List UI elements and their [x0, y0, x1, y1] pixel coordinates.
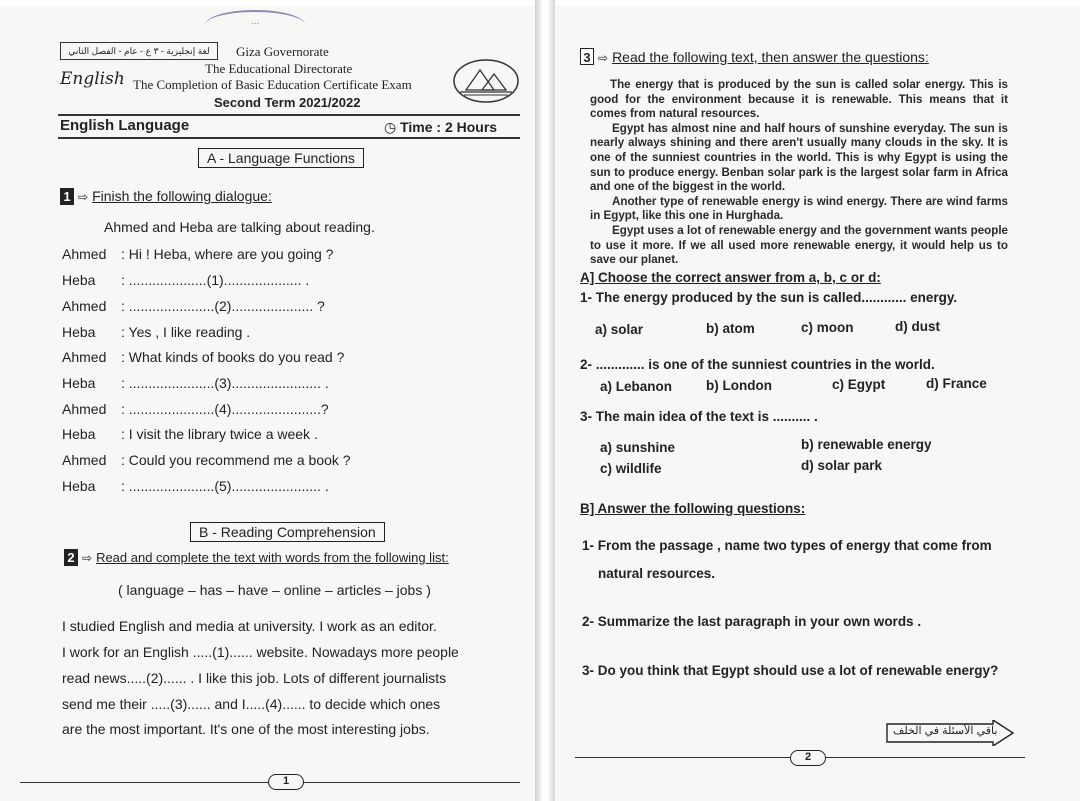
arrow-right-icon: ⇨	[598, 51, 609, 65]
dialogue-speaker: Heba	[62, 272, 96, 288]
dialogue-blank-5: : ......................(5)....................... .	[121, 478, 329, 494]
word-list: ( language – has – have – online – articles – jobs )	[118, 582, 431, 598]
dialogue-line: : I visit the library twice a week .	[121, 426, 318, 442]
dialogue-blank-3: : ......................(3)....................... .	[121, 375, 329, 391]
dialogue-line: : Hi ! Heba, where are you going ?	[121, 246, 334, 262]
mcq-option: a) sunshine	[600, 440, 676, 455]
q3-number: 3	[580, 48, 594, 65]
open-question-2: 2- Summarize the last paragraph in your own words .	[582, 614, 922, 629]
open-question-1: 1- From the passage , name two types of energy that come from	[582, 538, 992, 553]
passage-paragraph: Egypt has almost nine and half hours of sunshine everyday. The sun is nearly always shining and there aren't usually many clouds in the sky. It is one of the sunniest countries in the world. This is why Egypt is using the sun to produce energy. Benban solar park is the largest solar farm in Africa and one of the biggest in the world.	[590, 121, 1008, 194]
mcq-option: d) dust	[895, 319, 940, 334]
page-number-left: 1	[268, 774, 304, 790]
mcq-option: c) moon	[801, 320, 854, 335]
passage-line: I studied English and media at university. I work as an editor.	[62, 618, 437, 634]
arrow-right-icon: ⇨	[78, 190, 89, 204]
part-b-heading: B] Answer the following questions:	[580, 501, 806, 516]
dialogue-line: : Yes , I like reading .	[121, 324, 251, 340]
q2-instruction: Read and complete the text with words from the following list:	[96, 550, 449, 565]
arrow-right-icon: ⇨	[82, 551, 93, 565]
q1-heading	[60, 188, 272, 205]
arabic-subject-label: لغة إنجليزية - ٣ ع - عام - الفصل الثاني	[60, 42, 218, 60]
header-divider-bottom	[58, 137, 520, 139]
mcq-option: a) Lebanon	[600, 379, 673, 394]
dialogue-speaker: Heba	[62, 375, 96, 391]
dialogue-line: : Could you recommend me a book ?	[121, 452, 351, 468]
mcq-option: c) Egypt	[832, 377, 886, 392]
page-number-right: 2	[790, 750, 826, 766]
mcq-option: d) solar park	[801, 458, 883, 473]
passage-paragraph: The energy that is produced by the sun is called solar energy. This is good for the environment because it is renewable. This means that it comes from natural resources.	[590, 78, 1008, 121]
mcq-option: c) wildlife	[600, 461, 662, 476]
governorate-title: Giza Governorate	[236, 44, 329, 59]
mcq-option: b) London	[706, 378, 772, 393]
pyramids-logo-icon	[452, 58, 520, 104]
english-logo: English	[60, 69, 125, 89]
mcq-stem-2: 2- ............. is one of the sunniest countries in the world.	[580, 357, 935, 372]
header-divider-top	[58, 114, 520, 116]
mcq-stem-3: 3- The main idea of the text is .......... .	[580, 409, 818, 424]
passage-line: I work for an English .....(1)...... website. Nowadays more people	[62, 644, 459, 660]
exam-page-left	[0, 6, 535, 801]
passage-line: are the most important. It's one of the most interesting jobs.	[62, 721, 430, 737]
open-question-1-cont: natural resources.	[598, 566, 716, 581]
q1-number: 1	[60, 188, 74, 205]
page-gutter	[535, 0, 555, 801]
section-a-title: A - Language Functions	[198, 148, 364, 168]
q2-number: 2	[64, 549, 78, 566]
q2-heading	[64, 549, 449, 566]
mcq-option: a) solar	[595, 322, 644, 337]
mcq-stem-1: 1- The energy produced by the sun is called............ energy.	[580, 290, 958, 305]
section-b-title: B - Reading Comprehension	[190, 522, 385, 542]
mcq-option: d) France	[926, 376, 987, 391]
part-a-heading: A] Choose the correct answer from a, b, c or d:	[580, 270, 881, 285]
subject-title: English Language	[60, 117, 190, 134]
dialogue-blank-1: : ....................(1).................... .	[121, 272, 310, 288]
open-question-3: 3- Do you think that Egypt should use a lot of renewable energy?	[582, 663, 999, 678]
term-title: Second Term 2021/2022	[214, 95, 361, 110]
dialogue-speaker: Ahmed	[62, 246, 107, 262]
exam-title: The Completion of Basic Education Certificate Exam	[133, 77, 412, 92]
dialogue-blank-2: : ......................(2)..................... ?	[121, 298, 325, 314]
passage-paragraph: Another type of renewable energy is wind energy. There are wind farms in Egypt, like this one in Hurghada.	[590, 194, 1008, 223]
dialogue-speaker: Ahmed	[62, 452, 107, 468]
q3-instruction: Read the following text, then answer the questions:	[612, 49, 929, 65]
mcq-option: b) renewable energy	[801, 437, 932, 452]
dialogue-speaker: Ahmed	[62, 401, 107, 417]
passage-line: read news.....(2)...... . I like this job. Lots of different journalists	[62, 670, 447, 686]
mcq-option: b) atom	[706, 321, 755, 336]
passage-paragraph: Egypt uses a lot of renewable energy and the government wants people to use it more. If we all used more renewable energy, it would help us to save our planet.	[590, 223, 1008, 267]
dialogue-speaker: Heba	[62, 324, 96, 340]
reading-passage	[590, 78, 1008, 268]
passage-line: send me their .....(3)...... and I.....(4)...... to decide which ones	[62, 696, 441, 712]
clock-icon: ◷	[384, 119, 401, 135]
dialogue-blank-4: : ......................(4).......................?	[121, 401, 329, 417]
time-label: ◷ Time : 2 Hours	[384, 119, 498, 135]
dialogue-speaker: Heba	[62, 478, 96, 494]
official-stamp: ...	[205, 10, 305, 40]
turn-over-label: باقي الأسئلة في الخلف	[893, 725, 998, 737]
q3-heading	[580, 48, 929, 65]
dialogue-speaker: Ahmed	[62, 298, 107, 314]
dialogue-line: : What kinds of books do you read ?	[121, 349, 345, 365]
dialogue-speaker: Ahmed	[62, 349, 107, 365]
dialogue-intro: Ahmed and Heba are talking about reading.	[104, 219, 375, 235]
directorate-title: The Educational Directorate	[205, 61, 353, 76]
dialogue-speaker: Heba	[62, 426, 96, 442]
q1-instruction: Finish the following dialogue:	[92, 188, 272, 204]
